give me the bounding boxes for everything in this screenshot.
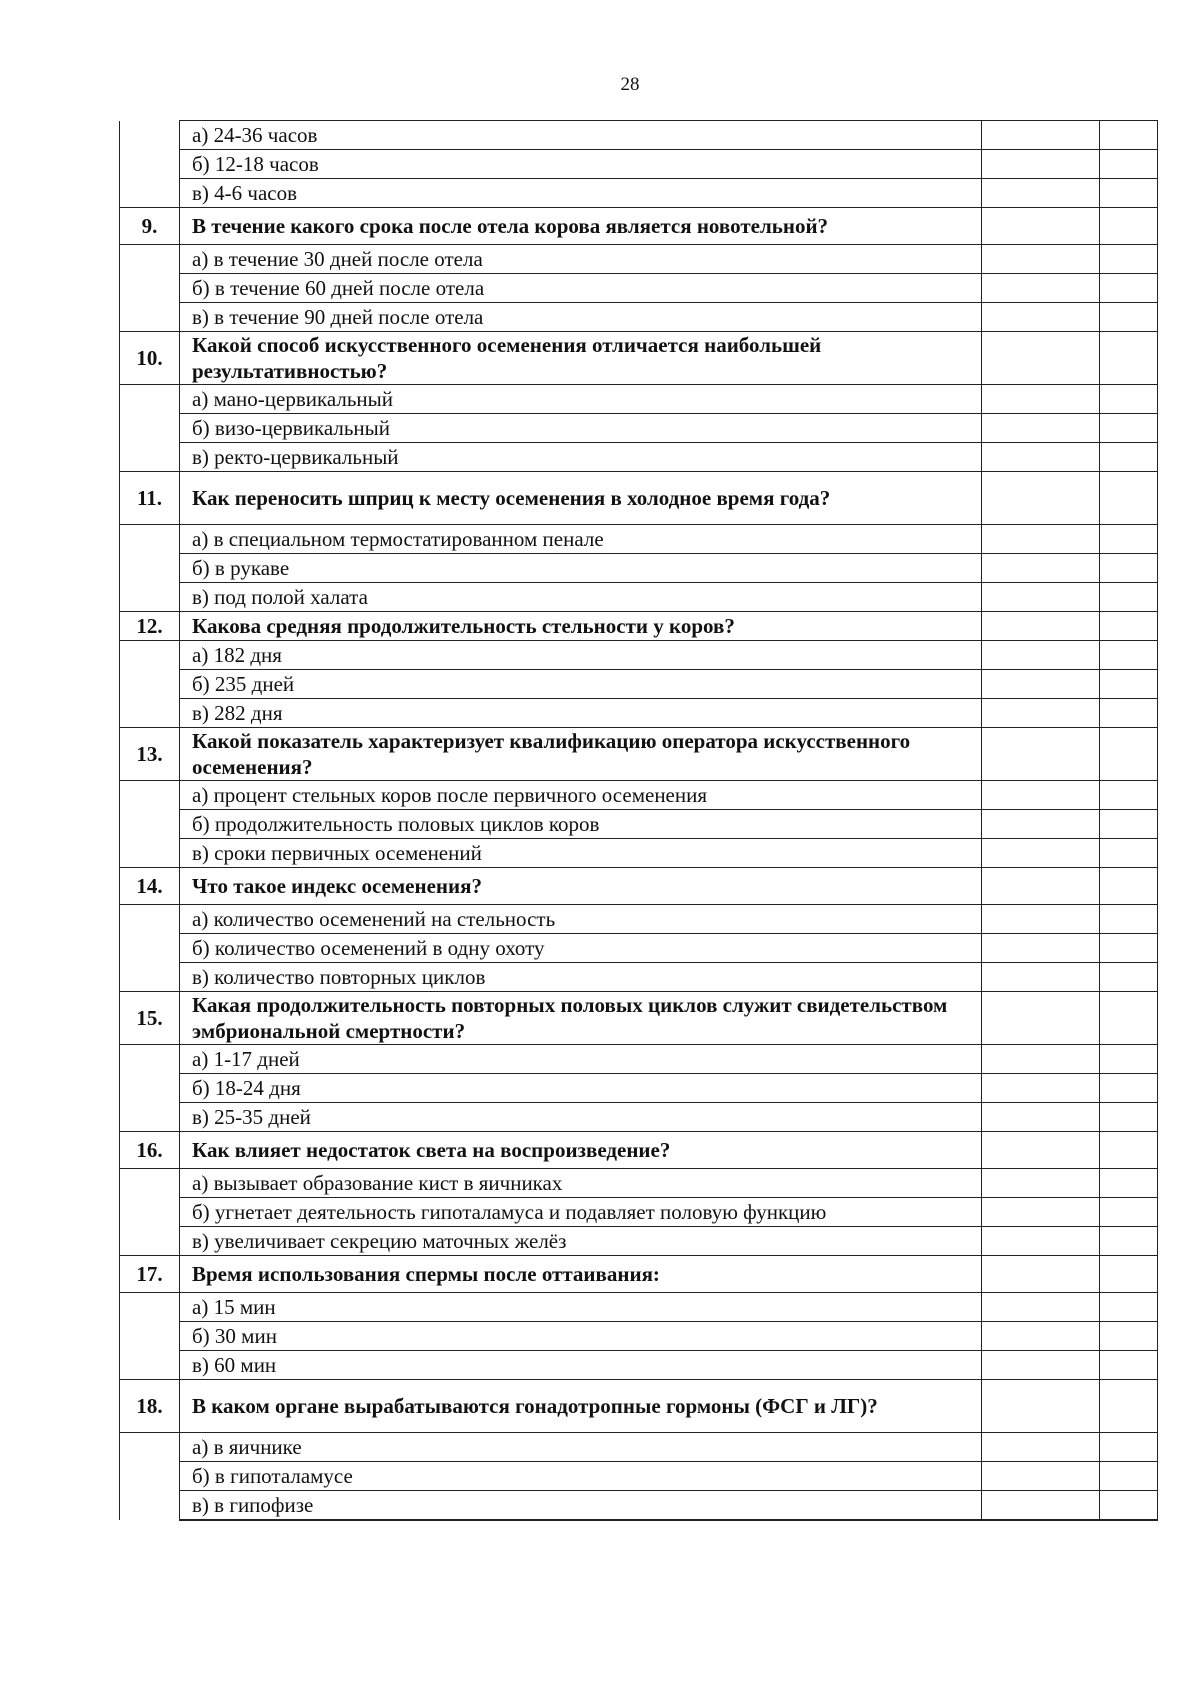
score-cell[interactable] — [1100, 385, 1158, 414]
question-number — [120, 1293, 180, 1322]
question-number: 14. — [120, 868, 180, 905]
answer-mark-cell[interactable] — [982, 1045, 1100, 1074]
question-number — [120, 963, 180, 992]
question-text: Время использования спермы после оттаивания: — [180, 1256, 982, 1293]
answer-option: а) 15 мин — [180, 1293, 982, 1322]
question-number: 10. — [120, 332, 180, 385]
question-text: Какая продолжительность повторных половых циклов служит свидетельством эмбриональной смертности? — [180, 992, 982, 1045]
question-number — [120, 670, 180, 699]
score-cell[interactable] — [1100, 810, 1158, 839]
answer-option: в) под полой халата — [180, 583, 982, 612]
answer-mark-cell[interactable] — [982, 641, 1100, 670]
question-number — [120, 414, 180, 443]
answer-option: б) 30 мин — [180, 1322, 982, 1351]
answer-option: б) количество осеменений в одну охоту — [180, 934, 982, 963]
answer-option-row — [120, 670, 1158, 699]
question-number: 12. — [120, 612, 180, 641]
question-row — [120, 472, 1158, 525]
question-number — [120, 781, 180, 810]
question-row — [120, 1132, 1158, 1169]
answer-mark-cell[interactable] — [982, 905, 1100, 934]
question-text: Какой показатель характеризует квалификацию оператора искусственного осеменения? — [180, 728, 982, 781]
score-cell[interactable] — [1100, 274, 1158, 303]
answer-option: а) процент стельных коров после первичного осеменения — [180, 781, 982, 810]
score-cell[interactable] — [1100, 583, 1158, 612]
answer-option: в) 282 дня — [180, 699, 982, 728]
score-cell[interactable] — [1100, 1256, 1158, 1293]
answer-mark-cell[interactable] — [982, 443, 1100, 472]
answer-option-row — [120, 1491, 1158, 1521]
answer-option-row — [120, 274, 1158, 303]
score-cell[interactable] — [1100, 1380, 1158, 1433]
answer-option-row — [120, 810, 1158, 839]
answer-mark-cell[interactable] — [982, 1227, 1100, 1256]
question-text: Как переносить шприц к месту осеменения в холодное время года? — [180, 472, 982, 525]
question-number — [120, 1491, 180, 1521]
question-number — [120, 583, 180, 612]
question-number — [120, 150, 180, 179]
answer-mark-cell[interactable] — [982, 525, 1100, 554]
question-number — [120, 245, 180, 274]
answer-option: в) в течение 90 дней после отела — [180, 303, 982, 332]
score-cell[interactable] — [1100, 150, 1158, 179]
question-number — [120, 1074, 180, 1103]
score-cell[interactable] — [1100, 554, 1158, 583]
score-cell[interactable] — [1100, 1351, 1158, 1380]
score-cell[interactable] — [1100, 1132, 1158, 1169]
answer-option-row — [120, 150, 1158, 179]
question-number — [120, 641, 180, 670]
answer-option-row — [120, 1351, 1158, 1380]
score-cell[interactable] — [1100, 1169, 1158, 1198]
question-number — [120, 1103, 180, 1132]
score-cell[interactable] — [1100, 1322, 1158, 1351]
score-cell[interactable] — [1100, 208, 1158, 245]
answer-mark-cell[interactable] — [982, 699, 1100, 728]
answer-mark-cell[interactable] — [982, 1433, 1100, 1462]
answer-option-row — [120, 443, 1158, 472]
answer-option: б) 12-18 часов — [180, 150, 982, 179]
answer-mark-cell[interactable] — [982, 868, 1100, 905]
question-number — [120, 554, 180, 583]
question-row — [120, 728, 1158, 781]
question-number — [120, 699, 180, 728]
answer-mark-cell[interactable] — [982, 1462, 1100, 1491]
answer-mark-cell[interactable] — [982, 554, 1100, 583]
answer-option-row — [120, 934, 1158, 963]
answer-option: в) сроки первичных осеменений — [180, 839, 982, 868]
answer-option-row — [120, 641, 1158, 670]
answer-mark-cell[interactable] — [982, 1132, 1100, 1169]
answer-mark-cell[interactable] — [982, 1169, 1100, 1198]
answer-option: в) увеличивает секрецию маточных желёз — [180, 1227, 982, 1256]
answer-option-row — [120, 1074, 1158, 1103]
answer-mark-cell[interactable] — [982, 728, 1100, 781]
answer-option: б) в гипоталамусе — [180, 1462, 982, 1491]
answer-mark-cell[interactable] — [982, 1074, 1100, 1103]
answer-option-row — [120, 583, 1158, 612]
answer-option-row — [120, 1045, 1158, 1074]
question-number: 15. — [120, 992, 180, 1045]
question-row — [120, 1256, 1158, 1293]
score-cell[interactable] — [1100, 1293, 1158, 1322]
question-row — [120, 868, 1158, 905]
question-text: В течение какого срока после отела корова является новотельной? — [180, 208, 982, 245]
question-text: В каком органе вырабатываются гонадотропные гормоны (ФСГ и ЛГ)? — [180, 1380, 982, 1433]
question-row — [120, 992, 1158, 1045]
answer-option-row — [120, 121, 1158, 150]
score-cell[interactable] — [1100, 1074, 1158, 1103]
answer-mark-cell[interactable] — [982, 414, 1100, 443]
score-cell[interactable] — [1100, 443, 1158, 472]
answer-option-row — [120, 781, 1158, 810]
question-text: Какой способ искусственного осеменения отличается наибольшей результативностью? — [180, 332, 982, 385]
score-cell[interactable] — [1100, 839, 1158, 868]
answer-option-row — [120, 1198, 1158, 1227]
answer-mark-cell[interactable] — [982, 208, 1100, 245]
score-cell[interactable] — [1100, 1227, 1158, 1256]
answer-mark-cell[interactable] — [982, 1256, 1100, 1293]
score-cell[interactable] — [1100, 525, 1158, 554]
answer-option-row — [120, 385, 1158, 414]
answer-mark-cell[interactable] — [982, 121, 1100, 150]
answer-mark-cell[interactable] — [982, 670, 1100, 699]
answer-option: а) количество осеменений на стельность — [180, 905, 982, 934]
answer-option-row — [120, 839, 1158, 868]
question-number — [120, 303, 180, 332]
score-cell[interactable] — [1100, 1198, 1158, 1227]
question-number — [120, 1433, 180, 1462]
answer-option-row — [120, 554, 1158, 583]
answer-option-row — [120, 1462, 1158, 1491]
answer-option-row — [120, 245, 1158, 274]
score-cell[interactable] — [1100, 641, 1158, 670]
score-cell[interactable] — [1100, 332, 1158, 385]
answer-option: в) 25-35 дней — [180, 1103, 982, 1132]
score-cell[interactable] — [1100, 781, 1158, 810]
answer-mark-cell[interactable] — [982, 934, 1100, 963]
answer-option: в) в гипофизе — [180, 1491, 982, 1521]
answer-option: в) количество повторных циклов — [180, 963, 982, 992]
score-cell[interactable] — [1100, 1103, 1158, 1132]
question-number: 11. — [120, 472, 180, 525]
question-text: Какова средняя продолжительность стельности у коров? — [180, 612, 982, 641]
score-cell[interactable] — [1100, 245, 1158, 274]
score-cell[interactable] — [1100, 1433, 1158, 1462]
score-cell[interactable] — [1100, 728, 1158, 781]
answer-mark-cell[interactable] — [982, 150, 1100, 179]
answer-option-row — [120, 525, 1158, 554]
answer-option-row — [120, 699, 1158, 728]
question-number: 18. — [120, 1380, 180, 1433]
question-number: 16. — [120, 1132, 180, 1169]
answer-option: б) в течение 60 дней после отела — [180, 274, 982, 303]
question-row — [120, 208, 1158, 245]
answer-option: б) 235 дней — [180, 670, 982, 699]
quiz-table — [119, 120, 1158, 1521]
answer-mark-cell[interactable] — [982, 1351, 1100, 1380]
score-cell[interactable] — [1100, 699, 1158, 728]
answer-option: б) продолжительность половых циклов коров — [180, 810, 982, 839]
question-number — [120, 1227, 180, 1256]
answer-mark-cell[interactable] — [982, 810, 1100, 839]
score-cell[interactable] — [1100, 905, 1158, 934]
quiz-body — [120, 121, 1158, 1521]
answer-mark-cell[interactable] — [982, 1103, 1100, 1132]
answer-option-row — [120, 1293, 1158, 1322]
score-cell[interactable] — [1100, 670, 1158, 699]
question-number — [120, 121, 180, 150]
answer-option-row — [120, 179, 1158, 208]
question-number — [120, 810, 180, 839]
answer-mark-cell[interactable] — [982, 385, 1100, 414]
answer-option: а) 24-36 часов — [180, 121, 982, 150]
question-number — [120, 934, 180, 963]
answer-mark-cell[interactable] — [982, 1198, 1100, 1227]
score-cell[interactable] — [1100, 934, 1158, 963]
answer-option-row — [120, 1103, 1158, 1132]
answer-option-row — [120, 1322, 1158, 1351]
score-cell[interactable] — [1100, 992, 1158, 1045]
answer-option: а) 182 дня — [180, 641, 982, 670]
answer-mark-cell[interactable] — [982, 245, 1100, 274]
score-cell[interactable] — [1100, 868, 1158, 905]
question-number — [120, 1045, 180, 1074]
answer-mark-cell[interactable] — [982, 583, 1100, 612]
answer-option: в) 60 мин — [180, 1351, 982, 1380]
score-cell[interactable] — [1100, 1045, 1158, 1074]
question-number — [120, 905, 180, 934]
question-number — [120, 385, 180, 414]
answer-option-row — [120, 1169, 1158, 1198]
question-number: 17. — [120, 1256, 180, 1293]
answer-mark-cell[interactable] — [982, 963, 1100, 992]
question-row — [120, 612, 1158, 641]
answer-option: а) в специальном термостатированном пенале — [180, 525, 982, 554]
question-row — [120, 332, 1158, 385]
answer-option-row — [120, 905, 1158, 934]
question-number — [120, 274, 180, 303]
score-cell[interactable] — [1100, 1491, 1158, 1521]
answer-mark-cell[interactable] — [982, 839, 1100, 868]
page-number: 28 — [620, 74, 640, 95]
answer-option-row — [120, 1227, 1158, 1256]
question-number — [120, 1351, 180, 1380]
answer-option-row — [120, 303, 1158, 332]
question-number — [120, 443, 180, 472]
score-cell[interactable] — [1100, 179, 1158, 208]
answer-mark-cell[interactable] — [982, 472, 1100, 525]
question-number — [120, 179, 180, 208]
answer-option-row — [120, 414, 1158, 443]
question-number — [120, 1169, 180, 1198]
score-cell[interactable] — [1100, 121, 1158, 150]
question-text: Что такое индекс осеменения? — [180, 868, 982, 905]
answer-option: б) визо-цервикальный — [180, 414, 982, 443]
question-number: 13. — [120, 728, 180, 781]
answer-mark-cell[interactable] — [982, 274, 1100, 303]
answer-mark-cell[interactable] — [982, 612, 1100, 641]
answer-option-row — [120, 963, 1158, 992]
answer-option: а) в яичнике — [180, 1433, 982, 1462]
answer-mark-cell[interactable] — [982, 303, 1100, 332]
question-number — [120, 1462, 180, 1491]
score-cell[interactable] — [1100, 612, 1158, 641]
question-row — [120, 1380, 1158, 1433]
score-cell[interactable] — [1100, 472, 1158, 525]
answer-mark-cell[interactable] — [982, 1491, 1100, 1521]
score-cell[interactable] — [1100, 1462, 1158, 1491]
answer-option: а) вызывает образование кист в яичниках — [180, 1169, 982, 1198]
answer-mark-cell[interactable] — [982, 1380, 1100, 1433]
answer-mark-cell[interactable] — [982, 1293, 1100, 1322]
answer-mark-cell[interactable] — [982, 1322, 1100, 1351]
answer-option: б) 18-24 дня — [180, 1074, 982, 1103]
answer-option: в) 4-6 часов — [180, 179, 982, 208]
answer-mark-cell[interactable] — [982, 992, 1100, 1045]
answer-mark-cell[interactable] — [982, 179, 1100, 208]
question-number — [120, 839, 180, 868]
answer-option: а) мано-цервикальный — [180, 385, 982, 414]
score-cell[interactable] — [1100, 414, 1158, 443]
answer-option: а) 1-17 дней — [180, 1045, 982, 1074]
score-cell[interactable] — [1100, 303, 1158, 332]
question-text: Как влияет недостаток света на воспроизведение? — [180, 1132, 982, 1169]
answer-mark-cell[interactable] — [982, 332, 1100, 385]
question-number — [120, 1322, 180, 1351]
answer-mark-cell[interactable] — [982, 781, 1100, 810]
question-number: 9. — [120, 208, 180, 245]
answer-option: в) ректо-цервикальный — [180, 443, 982, 472]
answer-option: б) в рукаве — [180, 554, 982, 583]
question-number — [120, 1198, 180, 1227]
answer-option: а) в течение 30 дней после отела — [180, 245, 982, 274]
answer-option: б) угнетает деятельность гипоталамуса и подавляет половую функцию — [180, 1198, 982, 1227]
question-number — [120, 525, 180, 554]
answer-option-row — [120, 1433, 1158, 1462]
score-cell[interactable] — [1100, 963, 1158, 992]
